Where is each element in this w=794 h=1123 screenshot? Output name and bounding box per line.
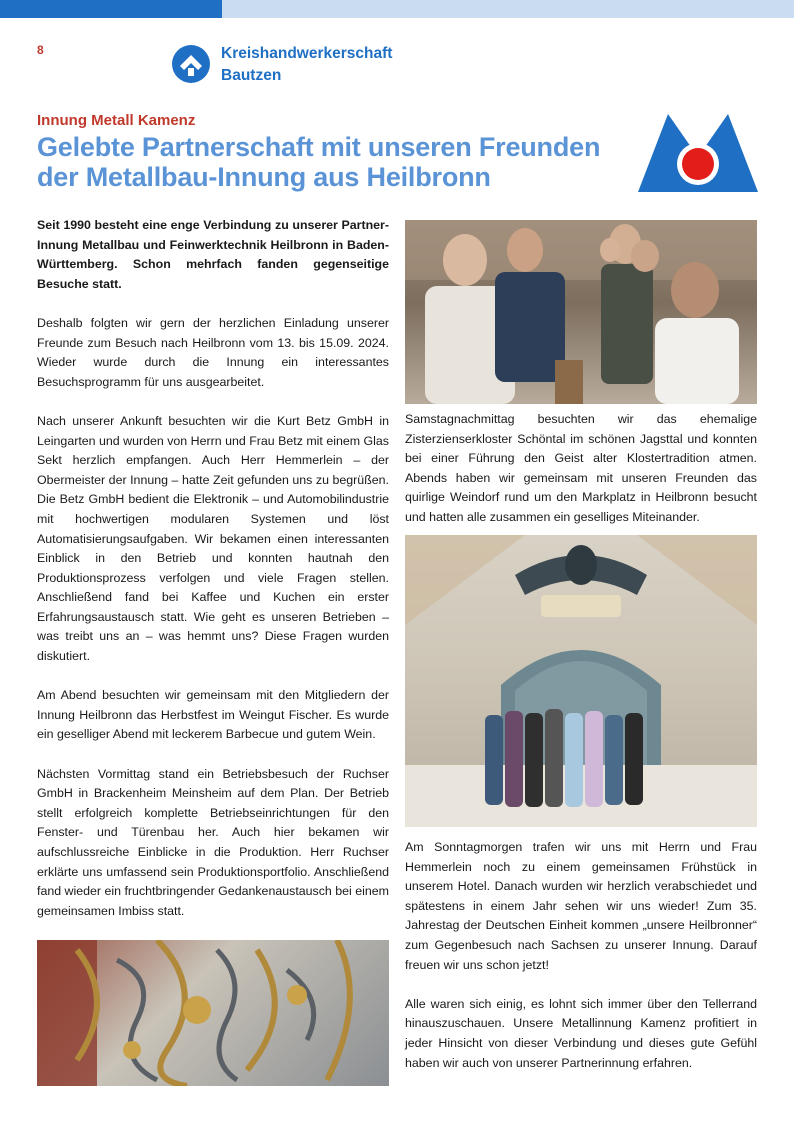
top-light-bar	[222, 0, 794, 18]
paragraph-4: Nächsten Vormittag stand ein Betriebsbesuch der Ruchser GmbH in Brackenheim Meinsheim auf dem Plan. Der Betrieb stellt erfolgreich komplette Betriebseinrichtungen für den Fenster- und Türenbau her. Auch hier bekamen wir aufschlussreiche Einblicke in die Produktion. Herr Ruchser erklärte uns umfassend sein Produktionsportfolio. Anschließend fand wieder ein fruchtbringender Gedankenaustausch bei einem gemeinsamen Imbiss statt.	[37, 766, 389, 918]
page-number: 8	[37, 43, 44, 57]
headline-line2: der Metallbau-Innung aus Heilbronn	[37, 162, 491, 192]
photo-monastery-group	[405, 535, 757, 827]
right-column-top	[405, 410, 757, 547]
top-accent-bar	[0, 0, 222, 18]
paragraph-5: Samstagnachmittag besuchten wir das ehemalige Zisterzienserkloster Schöntal im schönen Jagsttal und konnten bei einer Führung den Geist alter Klostertradition atmen. Abends haben wir gemeinsam mit unseren Freunden das quirlige Weindorf rund um den Markplatz in Heilbronn besucht und hatten alle zusammen ein geselliges Miteinander.	[405, 412, 757, 524]
org-name	[221, 43, 392, 87]
paragraph-3: Am Abend besuchten wir gemeinsam mit den Mitgliedern der Innung Heilbronn das Herbstfest im Weingut Fischer. Es wurde ein geselliger Abend mit leckerem Barbecue und gutem Wein.	[37, 688, 389, 742]
guild-logo-icon	[638, 112, 758, 192]
org-name-line2: Bautzen	[221, 67, 282, 84]
lead-paragraph: Seit 1990 besteht eine enge Verbindung zu unserer Partner-Innung Metallbau und Feinwerktechnik Heilbronn in Baden-Württemberg. Schon mehrfach fanden gegenseitige Besuche statt.	[37, 218, 389, 291]
right-column-bottom	[405, 838, 757, 1093]
paragraph-2: Nach unserer Ankunft besuchten wir die Kurt Betz GmbH in Leingarten und wurden von Herrn und Frau Betz mit einem Glas Sekt herzlich empfangen. Auch Herr Hemmerlein – der Obermeister der Innung – hatte Zeit gefunden uns zu begrüßen. Die Betz GmbH bedient die Elektronik – und Automobilindustrie mit hochwertigen modularen Systemen und löst Automatisierungsaufgaben. Wir bekamen einen interessanten Einblick in den Betrieb und konnten hautnah den Produktionsprozess verfolgen und viele Fragen stellen. Anschließend fand bei Kaffee und Kuchen ein erster Erfahrungsaustausch statt. Wie geht es unseren Betrieben – was treibt uns an – was hemmt uns? Diese Fragen wurden diskutiert.	[37, 413, 389, 664]
article-headline	[37, 132, 627, 192]
left-column	[37, 216, 389, 941]
paragraph-7: Alle waren sich einig, es lohnt sich immer über den Tellerrand hinauszuschauen. Unsere Metallinnung Kamenz profitiert in jeder Hinsicht von dieser Verbindung und dieses gute Gefühl haben wir auch von unserer Partnerinnung erfahren.	[405, 996, 757, 1070]
headline-line1: Gelebte Partnerschaft mit unseren Freunden	[37, 132, 601, 162]
photo-group-visit	[405, 220, 757, 404]
paragraph-6: Am Sonntagmorgen trafen wir uns mit Herrn und Frau Hemmerlein noch zu einem gemeinsamen Frühstück in unserem Hotel. Danach wurden wir herzlich verabschiedet und spätestens in einem Jahr sehen wir uns wieder! Zum 35. Jahrestag der Deutschen Einheit kommen „unsere Heilbronner“ zum Gegenbesuch nach Sachsen zu unserer Innung. Darauf freuen wir uns schon jetzt!	[405, 840, 757, 972]
article-kicker: Innung Metall Kamenz	[37, 112, 196, 129]
org-logo-icon	[171, 44, 211, 84]
org-name-line1: Kreishandwerkerschaft	[221, 45, 393, 62]
photo-wrought-iron	[37, 940, 389, 1086]
paragraph-1: Deshalb folgten wir gern der herzlichen Einladung unserer Freunde zum Besuch nach Heilbronn vom 13. bis 15.09. 2024. Wieder wurde durch die Innung ein interessantes Besuchsprogramm für uns ausgearbeitet.	[37, 315, 389, 389]
